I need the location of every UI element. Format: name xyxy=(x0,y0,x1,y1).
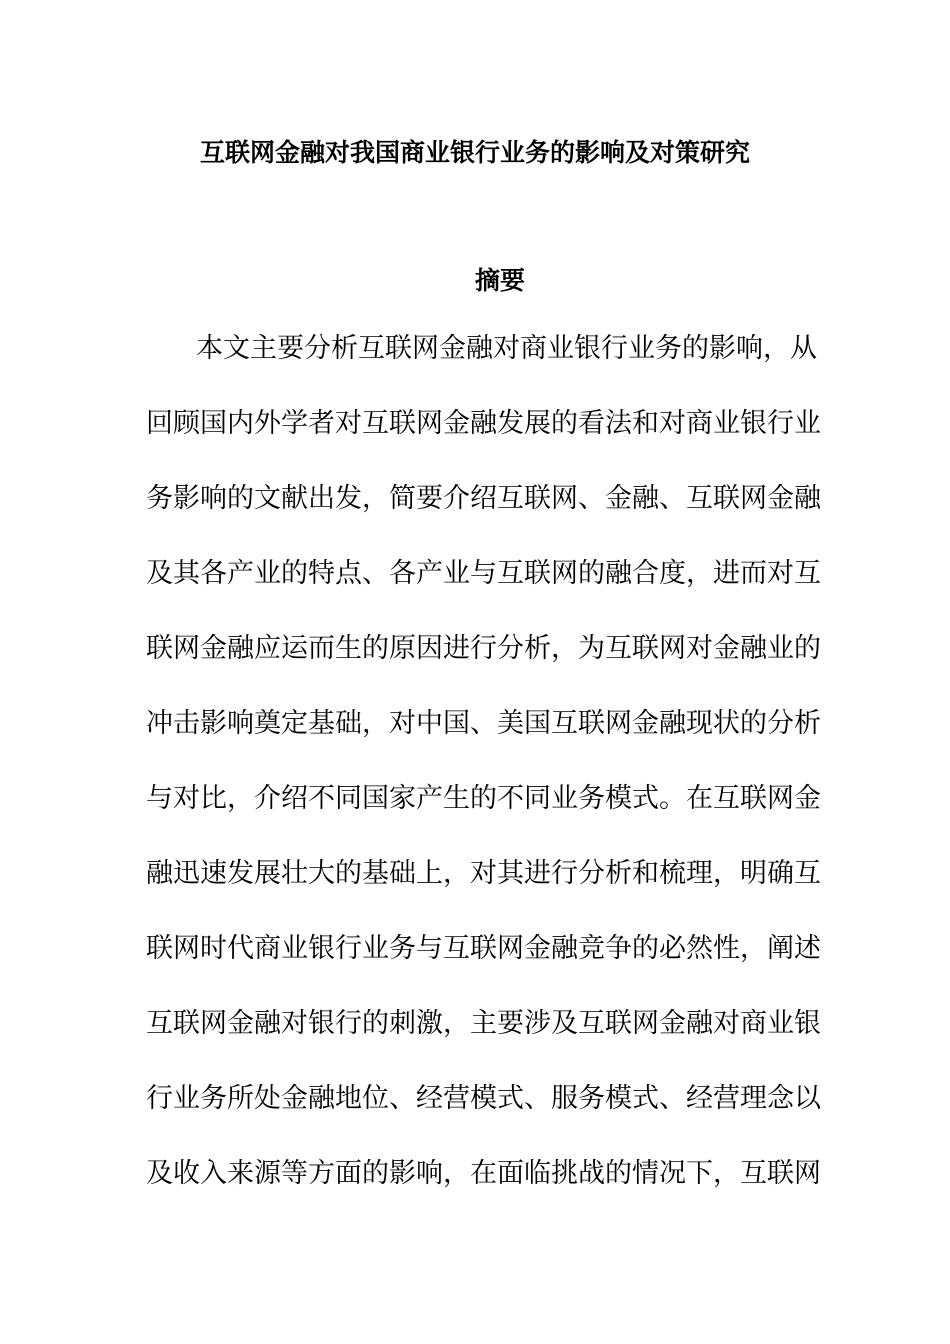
abstract-line: 联网金融应运而生的原因进行分析，为互联网对金融业的 xyxy=(146,633,821,664)
abstract-line: 及其各产业的特点、各产业与互联网的融合度，进而对互 xyxy=(146,558,821,589)
abstract-line: 联网时代商业银行业务与互联网金融竞争的必然性，阐述 xyxy=(146,933,821,964)
abstract-line: 本文主要分析互联网金融对商业银行业务的影响，从 xyxy=(196,333,817,364)
abstract-line: 冲击影响奠定基础，对中国、美国互联网金融现状的分析 xyxy=(146,708,821,739)
abstract-line: 及收入来源等方面的影响，在面临挑战的情况下，互联网 xyxy=(146,1158,821,1189)
abstract-heading: 摘要 xyxy=(475,266,526,295)
abstract-line: 务影响的文献出发，简要介绍互联网、金融、互联网金融 xyxy=(146,483,821,514)
abstract-line: 与对比，介绍不同国家产生的不同业务模式。在互联网金 xyxy=(146,783,821,814)
abstract-line: 融迅速发展壮大的基础上，对其进行分析和梳理，明确互 xyxy=(146,858,821,889)
abstract-line: 回顾国内外学者对互联网金融发展的看法和对商业银行业 xyxy=(146,408,821,439)
document-title: 互联网金融对我国商业银行业务的影响及对策研究 xyxy=(199,138,750,167)
abstract-line: 行业务所处金融地位、经营模式、服务模式、经营理念以 xyxy=(146,1083,821,1114)
abstract-line: 互联网金融对银行的刺激，主要涉及互联网金融对商业银 xyxy=(146,1008,821,1039)
